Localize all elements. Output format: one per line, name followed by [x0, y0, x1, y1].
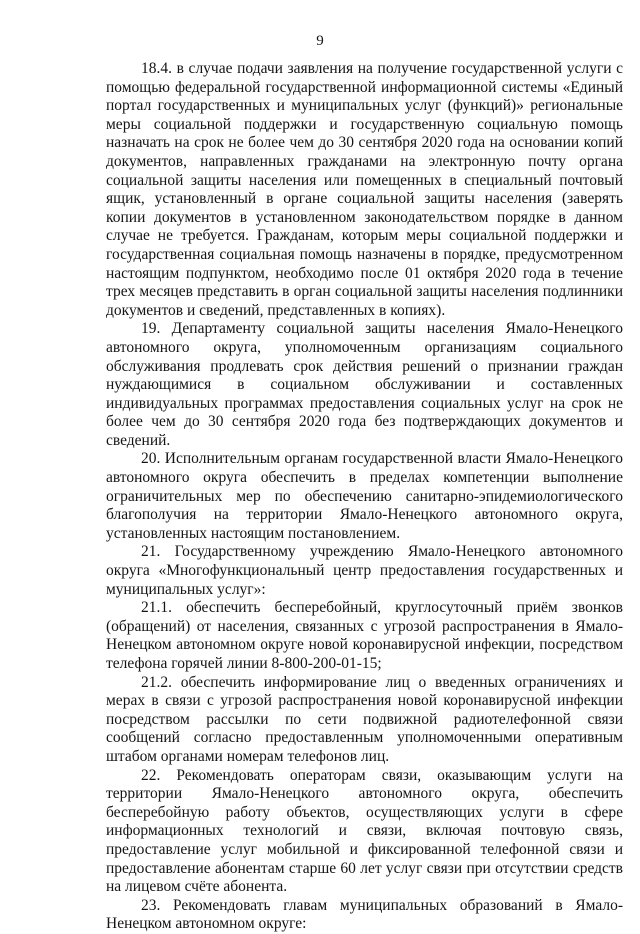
- paragraph-20: 20. Исполнительным органам государственной власти Ямало-Ненецкого автономного округа обеспечить в пределах компетенции выполнение ограничительных мер по обеспечению санитарно-эпидемиологического благополучия на территории Ямало-Ненецкого автономного округа, установленных настоящим постановлением.: [106, 450, 623, 542]
- paragraph-21-2: 21.2. обеспечить информирование лиц о введенных ограничениях и мерах в связи с угрозой распространения новой коронавирусной инфекции посредством рассылки по сети подвижной радиотелефонной связи сообщений согласно предоставленным уполномоченными оперативным штабом органами номерам телефонов лиц.: [106, 673, 623, 765]
- paragraph-19: 19. Департаменту социальной защиты населения Ямало-Ненецкого автономного округа, уполномоченным организациям социального обслуживания продлевать срок действия решений о признании граждан нуждающимися в социальном обслуживании и составленных индивидуальных программах предоставления социальных услуг на срок не более чем до 30 сентября 2020 года без подтверждающих документов и сведений.: [106, 320, 623, 449]
- document-body: [106, 60, 623, 934]
- paragraph-21-1: 21.1. обеспечить бесперебойный, круглосуточный приём звонков (обращений) от населения, связанных с угрозой распространения в Ямало-Ненецком автономном округе новой коронавирусной инфекции, посредством телефона горячей линии 8-800-200-01-15;: [106, 599, 623, 672]
- page-number: 9: [316, 33, 324, 49]
- paragraph-21: 21. Государственному учреждению Ямало-Ненецкого автономного округа «Многофункциональный центр предоставления государственных и муниципальных услуг»:: [106, 543, 623, 598]
- paragraph-23: 23. Рекомендовать главам муниципальных образований в Ямало-Ненецком автономном округе:: [106, 896, 623, 933]
- paragraph-22: 22. Рекомендовать операторам связи, оказывающим услуги на территории Ямало-Ненецкого автономного округа, обеспечить бесперебойную работу объектов, осуществляющих услуги в сфере информационных технологий и связи, включая почтовую связь, предоставление услуг мобильной и фиксированной телефонной связи и предоставление абонентам старше 60 лет услуг связи при отсутствии средств на лицевом счёте абонента.: [106, 766, 623, 896]
- paragraph-18-4: 18.4. в случае подачи заявления на получение государственной услуги с помощью федеральной государственной информационной системы «Единый портал государственных и муниципальных услуг (функций)» региональные меры социальной поддержки и государственную социальную помощь назначать на срок не более чем до 30 сентября 2020 года на основании копий документов, направленных гражданами на электронную почту органа социальной защиты населения или помещенных в специальный почтовый ящик, установленный в органе социальной защиты населения (заверять копии документов в установленном законодательством порядке в данном случае не требуется. Гражданам, которым меры социальной поддержки и государственная социальная помощь назначены в порядке, предусмотренном настоящим подпунктом, необходимо после 01 октября 2020 года в течение трех месяцев представить в орган социальной защиты населения подлинники документов и сведений, представленных в копиях).: [106, 60, 623, 319]
